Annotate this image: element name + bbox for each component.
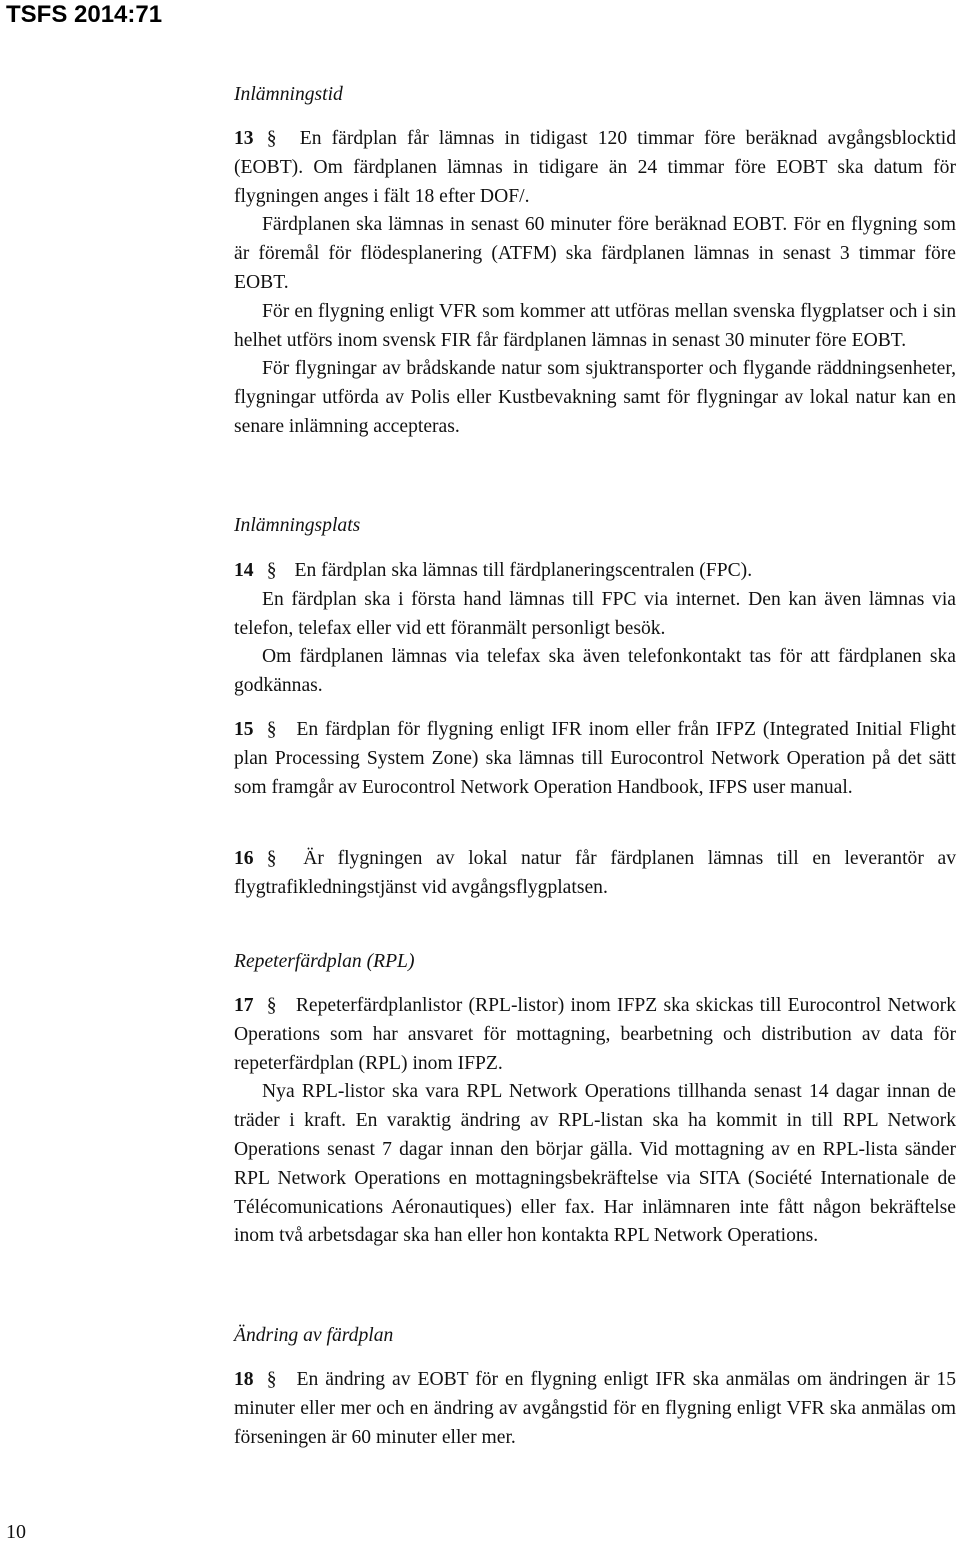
section-sign: § bbox=[266, 719, 277, 740]
paragraph-13c: För en flygning enligt VFR som kommer att utföras mellan svenska flygplatser och i sin helhet utförs inom svensk FIR får färdplanen lämnas in senast 30 minuter före EOBT. bbox=[234, 300, 956, 351]
section-sign: § bbox=[266, 1369, 277, 1390]
paragraph-number: 16 bbox=[234, 848, 254, 869]
paragraph-number: 15 bbox=[234, 719, 254, 740]
section-sign: § bbox=[266, 995, 277, 1016]
paragraph-14 bbox=[234, 557, 956, 586]
document-header: TSFS 2014:71 bbox=[6, 1, 163, 28]
paragraph-17b: Nya RPL-listor ska vara RPL Network Operations tillhanda senast 14 dagar innan de träder i kraft. En varaktig ändring av RPL-listan ska ha kommit in till RPL Network Operations senast 7 dagar innan den börjar gälla. Vid mottagning av en RPL-lista sänder RPL Network Operations en mottagningsbekräftelse via SITA (Société Internationale de Télécomunications Aéronautiques) eller fax. Har inlämnaren inte fått någon bekräftelse inom två arbetsdagar ska han eller hon kontakta RPL Network Operations. bbox=[234, 1081, 956, 1247]
paragraph-number: 14 bbox=[234, 560, 254, 581]
heading-inlamningstid: Inlämningstid bbox=[234, 84, 343, 105]
heading-repeterfardplan: Repeterfärdplan (RPL) bbox=[234, 951, 415, 972]
paragraph-text: En färdplan ska lämnas till färdplaneringscentralen (FPC). bbox=[294, 560, 753, 581]
paragraph-13d: För flygningar av brådskande natur som sjuktransporter och flygande räddningsenheter, flygningar utförda av Polis eller Kustbevakning samt för flygningar av lokal natur kan en senare inlämning accepteras. bbox=[234, 358, 956, 437]
paragraph-13b: Färdplanen ska lämnas in senast 60 minuter före beräknad EOBT. För en flygning som är föremål för flödesplanering (ATFM) ska färdplanen lämnas in senast 3 timmar före EOBT. bbox=[234, 214, 956, 293]
paragraph-number: 18 bbox=[234, 1369, 254, 1390]
paragraph-15 bbox=[234, 716, 956, 802]
paragraph-text: Repeterfärdplanlistor (RPL-listor) inom IFPZ ska skickas till Eurocontrol Network Operations som har ansvaret för mottagning, bearbetning och distribution av data för repeterfärdplan (RPL) inom IFPZ. bbox=[234, 995, 956, 1074]
paragraph-text: En ändring av EOBT för en flygning enligt IFR ska anmälas om ändringen är 15 minuter eller mer och en ändring av avgångstid för en flygning enligt VFR ska anmälas om förseningen är 60 minuter eller mer. bbox=[234, 1369, 957, 1448]
paragraph-18 bbox=[234, 1366, 956, 1452]
paragraph-text: En färdplan får lämnas in tidigast 120 timmar före beräknad avgångsblocktid (EOBT). Om färdplanen lämnas in tidigare än 24 timmar före EOBT ska datum för flygningen anges i fält 18 efter DOF/. bbox=[234, 128, 957, 207]
section-sign: § bbox=[266, 128, 277, 149]
section-inlamningsplats bbox=[234, 557, 956, 701]
section-15 bbox=[234, 716, 956, 802]
paragraph-13 bbox=[234, 125, 956, 211]
paragraph-text: Är flygningen av lokal natur får färdplanen lämnas till en leverantör av flygtrafikledningstjänst vid avgångsflygplatsen. bbox=[234, 848, 957, 898]
paragraph-14b: En färdplan ska i första hand lämnas till FPC via internet. Den kan även lämnas via telefon, telefax eller vid ett föranmält personligt besök. bbox=[234, 588, 956, 639]
section-inlamningstid bbox=[234, 125, 956, 442]
section-repeterfardplan bbox=[234, 992, 956, 1251]
paragraph-number: 13 bbox=[234, 128, 254, 149]
heading-andring: Ändring av färdplan bbox=[234, 1325, 394, 1346]
paragraph-16 bbox=[234, 845, 956, 903]
paragraph-14c: Om färdplanen lämnas via telefax ska även telefonkontakt tas för att färdplanen ska godkännas. bbox=[234, 646, 956, 697]
page-number: 10 bbox=[6, 1521, 26, 1543]
paragraph-text: En färdplan för flygning enligt IFR inom eller från IFPZ (Integrated Initial Flight plan Processing System Zone) ska lämnas till Eurocontrol Network Operation på det sätt som framgår av Eurocontrol Network Operation Handbook, IFPS user manual. bbox=[234, 719, 956, 798]
section-sign: § bbox=[266, 848, 277, 869]
section-sign: § bbox=[266, 560, 277, 581]
paragraph-17 bbox=[234, 992, 956, 1078]
heading-inlamningsplats: Inlämningsplats bbox=[234, 515, 361, 536]
section-16 bbox=[234, 845, 956, 903]
section-andring bbox=[234, 1366, 956, 1452]
paragraph-number: 17 bbox=[234, 995, 254, 1016]
